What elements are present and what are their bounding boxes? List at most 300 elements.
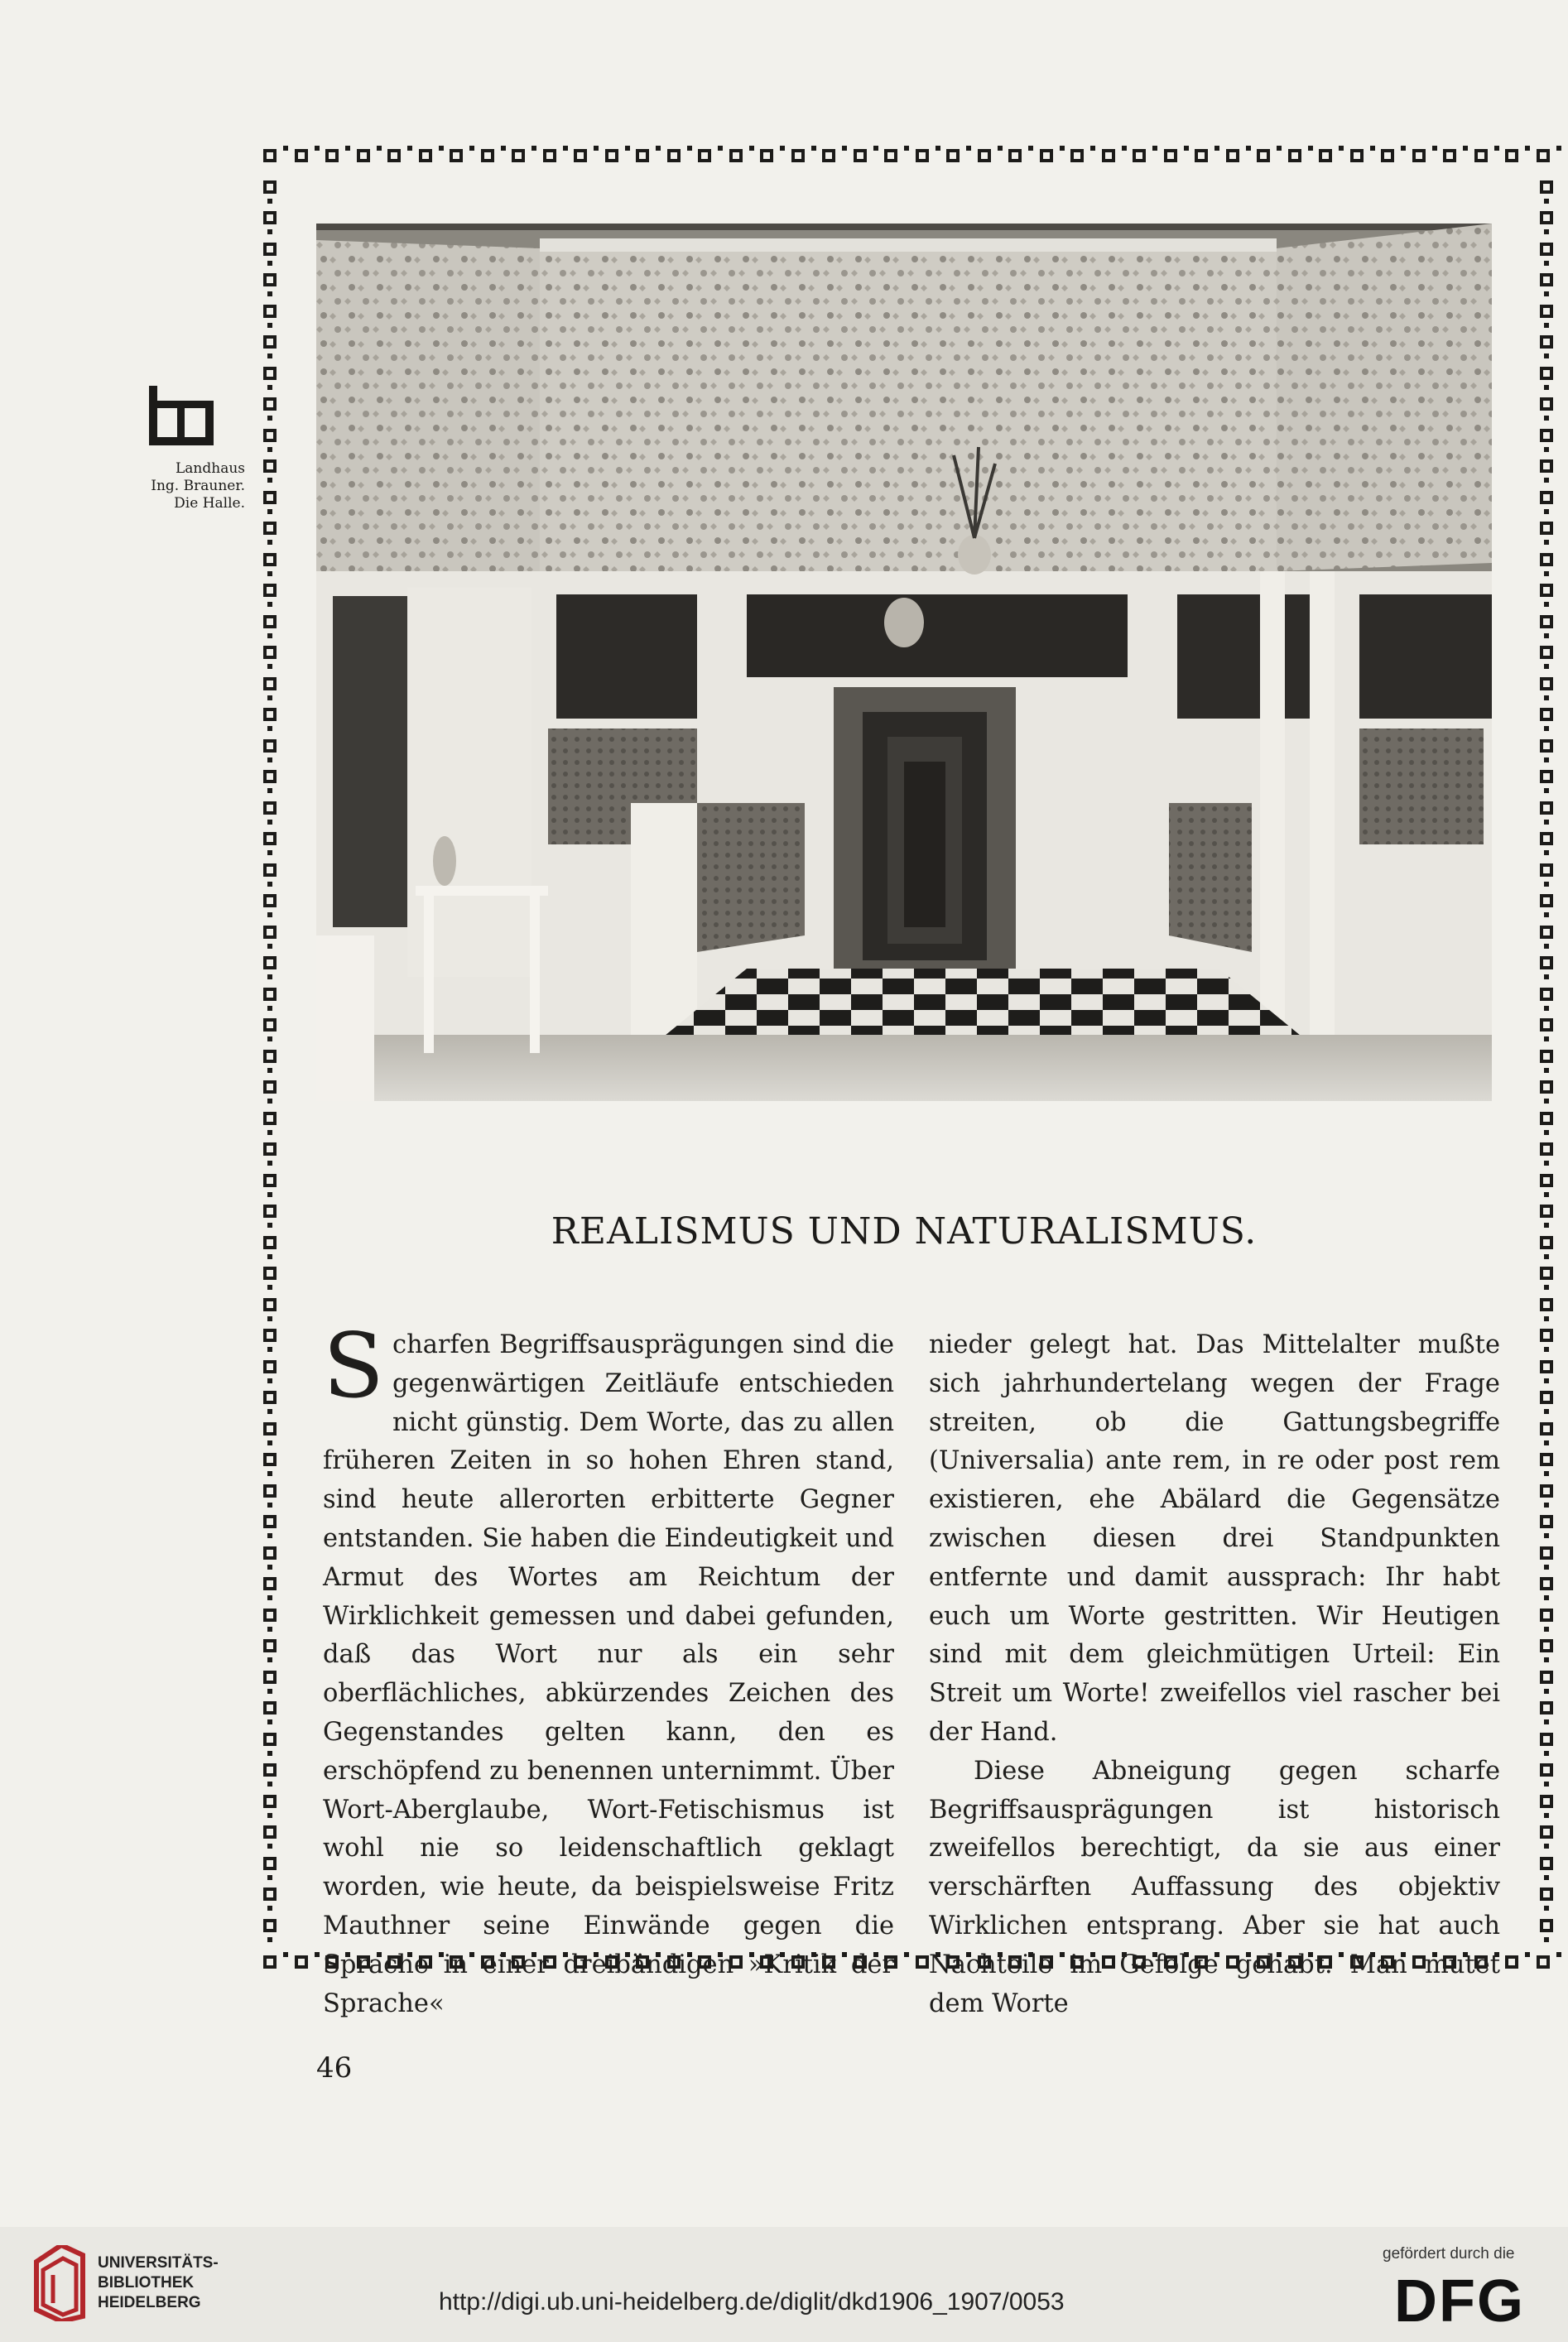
border-square	[263, 429, 277, 442]
border-square	[1257, 149, 1270, 162]
border-square	[1540, 335, 1553, 349]
border-dot	[1544, 1533, 1549, 1538]
library-logo-icon	[28, 2245, 86, 2321]
border-square	[263, 1671, 277, 1684]
border-square	[263, 491, 277, 504]
border-square	[263, 677, 277, 690]
border-dot	[267, 1378, 272, 1383]
border-dot	[780, 146, 785, 151]
border-square	[263, 1763, 277, 1777]
border-dot	[1544, 944, 1549, 949]
border-square	[1540, 1763, 1553, 1777]
border-square	[263, 770, 277, 783]
border-square	[1443, 149, 1456, 162]
border-dot	[267, 1471, 272, 1476]
border-square	[1540, 1546, 1553, 1560]
border-dot	[1544, 912, 1549, 917]
border-square	[1540, 1919, 1553, 1932]
border-square	[1540, 1298, 1553, 1311]
page-number: 46	[316, 2051, 353, 2085]
border-square	[978, 149, 991, 162]
border-dot	[1544, 1813, 1549, 1818]
border-dot	[267, 447, 272, 452]
border-square	[263, 1919, 277, 1932]
border-square	[263, 1050, 277, 1063]
border-square	[822, 149, 835, 162]
border-dot	[267, 1440, 272, 1445]
border-dot	[1060, 146, 1065, 151]
border-square	[263, 1515, 277, 1528]
border-square	[263, 1453, 277, 1466]
border-dot	[1544, 664, 1549, 669]
border-dot	[267, 1503, 272, 1508]
border-square	[263, 1329, 277, 1342]
border-dot	[267, 385, 272, 390]
funded-by-label: gefördert durch die	[1383, 2245, 1515, 2263]
border-square	[263, 615, 277, 628]
border-square	[1537, 1955, 1550, 1969]
border-dot	[267, 1689, 272, 1694]
border-dot	[267, 1409, 272, 1414]
border-square	[854, 149, 867, 162]
border-dot	[1028, 146, 1033, 151]
border-dot	[267, 1657, 272, 1662]
border-square	[1540, 708, 1553, 721]
border-dot	[267, 1192, 272, 1197]
border-square	[1540, 1825, 1553, 1839]
border-dot	[267, 571, 272, 576]
border-square	[1540, 522, 1553, 535]
border-dot	[1544, 1689, 1549, 1694]
article-title: REALISMUS UND NATURALISMUS.	[551, 1210, 1258, 1253]
border-dot	[998, 146, 1003, 151]
border-square	[574, 149, 587, 162]
border-square	[1537, 149, 1550, 162]
caption-line: Landhaus	[175, 460, 245, 477]
border-dot	[1544, 1937, 1549, 1942]
border-dot	[1401, 146, 1406, 151]
border-square	[263, 149, 277, 162]
border-square	[481, 149, 494, 162]
border-dot	[1544, 695, 1549, 700]
border-square	[1133, 149, 1146, 162]
border-square	[263, 863, 277, 877]
border-square	[263, 1484, 277, 1498]
border-square	[263, 1080, 277, 1094]
border-dot	[1544, 540, 1549, 545]
border-square	[263, 801, 277, 815]
border-dot	[656, 146, 661, 151]
border-dot	[439, 146, 444, 151]
border-square	[263, 926, 277, 939]
border-dot	[267, 912, 272, 917]
border-square	[1288, 149, 1301, 162]
border-dot	[1370, 146, 1375, 151]
border-square	[263, 646, 277, 659]
border-square	[325, 149, 339, 162]
border-dot	[267, 850, 272, 855]
border-dot	[469, 146, 474, 151]
border-dot	[1544, 850, 1549, 855]
body-paragraph: nieder gelegt hat. Das Mittelalter mußte sich jahrhundertelang wegen der Frage streiten, ob die Gattungsbegriffe (Universalia) ante rem, in re oder post rem existieren, ehe Abälard die Gegensätze zwischen diesen drei Standpunkten entfernte und damit aussprach: Ihr habt euch um Worte gestritten. Wir Heutigen sind mit dem gleichmütigen Urteil: Ein Streit um Worte! zweifellos viel rascher bei der Hand.	[929, 1330, 1500, 1747]
border-dot	[1544, 1099, 1549, 1104]
border-square	[1540, 1515, 1553, 1528]
border-dot	[267, 695, 272, 700]
border-dot	[267, 1254, 272, 1259]
border-square	[1540, 305, 1553, 318]
border-square	[1540, 429, 1553, 442]
border-square	[263, 1205, 277, 1218]
border-dot	[625, 146, 630, 151]
border-square	[916, 149, 929, 162]
border-square	[1540, 863, 1553, 877]
border-square	[1540, 584, 1553, 597]
border-dot	[1544, 353, 1549, 358]
border-square	[1540, 770, 1553, 783]
border-square	[1540, 1142, 1553, 1156]
border-dot	[267, 1565, 272, 1570]
border-dot	[1544, 385, 1549, 390]
border-square	[263, 1733, 277, 1746]
border-square	[263, 459, 277, 473]
library-name-line: UNIVERSITÄTS-	[98, 2254, 219, 2272]
caption-line: Ing. Brauner.	[151, 478, 245, 494]
border-square	[1540, 1080, 1553, 1094]
border-dot	[267, 1937, 272, 1942]
border-dot	[1525, 1952, 1530, 1957]
border-dot	[1544, 1285, 1549, 1290]
border-square	[263, 832, 277, 845]
border-dot	[267, 509, 272, 514]
border-square	[263, 1018, 277, 1032]
border-dot	[1544, 229, 1549, 234]
border-dot	[267, 1844, 272, 1849]
border-dot	[267, 1533, 272, 1538]
border-dot	[1544, 571, 1549, 576]
border-square	[357, 149, 370, 162]
border-square	[1540, 1174, 1553, 1187]
border-dot	[267, 1595, 272, 1600]
border-dot	[718, 146, 723, 151]
library-name-line: HEIDELBERG	[98, 2294, 201, 2311]
border-square	[1540, 1888, 1553, 1901]
border-square	[1540, 1577, 1553, 1590]
border-dot	[1544, 291, 1549, 296]
border-dot	[1544, 788, 1549, 793]
border-dot	[267, 1813, 272, 1818]
border-square	[1164, 149, 1177, 162]
border-square	[512, 149, 525, 162]
border-dot	[966, 146, 971, 151]
border-square	[1505, 1955, 1518, 1969]
border-dot	[1544, 726, 1549, 731]
border-dot	[267, 974, 272, 979]
dfg-logo: DFG	[1394, 2268, 1525, 2335]
border-square	[1540, 1360, 1553, 1373]
border-square	[1540, 801, 1553, 815]
border-square	[791, 149, 805, 162]
border-dot	[1544, 447, 1549, 452]
border-dot	[267, 633, 272, 638]
digitization-footer	[0, 2227, 1568, 2342]
border-dot	[1544, 1036, 1549, 1041]
border-square	[295, 149, 308, 162]
border-square	[263, 1639, 277, 1652]
border-square	[263, 243, 277, 256]
border-dot	[1544, 1751, 1549, 1756]
border-square	[1540, 1701, 1553, 1714]
border-square	[946, 149, 960, 162]
border-dot	[267, 757, 272, 762]
border-square	[450, 149, 463, 162]
border-dot	[1544, 1068, 1549, 1073]
border-square	[263, 1236, 277, 1249]
border-dot	[1184, 146, 1189, 151]
border-square	[698, 149, 711, 162]
border-dot	[267, 602, 272, 607]
border-square	[263, 1391, 277, 1404]
border-dot	[1544, 1006, 1549, 1011]
border-dot	[407, 146, 412, 151]
article-column-left	[323, 1315, 894, 2023]
border-dot	[1556, 1952, 1561, 1957]
border-dot	[1432, 146, 1437, 151]
border-dot	[1544, 478, 1549, 483]
border-square	[263, 1174, 277, 1187]
border-dot	[1544, 1254, 1549, 1259]
border-dot	[1544, 1719, 1549, 1724]
border-dot	[1544, 974, 1549, 979]
border-square	[1540, 243, 1553, 256]
border-square	[263, 1142, 277, 1156]
border-dot	[1544, 1565, 1549, 1570]
border-dot	[873, 146, 878, 151]
border-dot	[267, 1782, 272, 1787]
library-name-line: BIBLIOTHEK	[98, 2274, 195, 2292]
border-dot	[267, 1285, 272, 1290]
border-square	[263, 584, 277, 597]
caption-line: Die Halle.	[174, 495, 245, 512]
drop-cap: S	[323, 1315, 384, 1418]
border-dot	[1544, 820, 1549, 825]
border-square	[1540, 1236, 1553, 1249]
border-square	[1070, 149, 1084, 162]
border-square	[1540, 1733, 1553, 1746]
border-dot	[267, 664, 272, 669]
border-dot	[1544, 199, 1549, 204]
border-square	[1540, 367, 1553, 380]
border-square	[1540, 646, 1553, 659]
border-square	[263, 1609, 277, 1622]
border-dot	[1544, 416, 1549, 421]
border-dot	[267, 323, 272, 328]
border-dot	[842, 146, 847, 151]
border-dot	[267, 1347, 272, 1352]
border-square	[263, 1888, 277, 1901]
border-dot	[687, 146, 692, 151]
border-square	[1540, 1329, 1553, 1342]
border-square	[1505, 149, 1518, 162]
border-dot	[1494, 146, 1499, 151]
border-square	[263, 1298, 277, 1311]
border-dot	[267, 261, 272, 266]
border-square	[263, 1422, 277, 1435]
article-column-right	[929, 1326, 1500, 2023]
border-dot	[904, 146, 909, 151]
border-square	[1474, 149, 1488, 162]
border-square	[1350, 149, 1364, 162]
border-dot	[1544, 323, 1549, 328]
border-dot	[563, 146, 568, 151]
border-dot	[267, 1006, 272, 1011]
border-dot	[267, 1036, 272, 1041]
border-dot	[267, 1099, 272, 1104]
border-square	[263, 180, 277, 194]
border-dot	[1277, 146, 1282, 151]
source-url-link[interactable]: http://digi.ub.uni-heidelberg.de/diglit/dkd1906_1907/0053	[439, 2288, 1065, 2316]
border-dot	[1544, 1844, 1549, 1849]
border-dot	[315, 146, 320, 151]
border-dot	[1544, 757, 1549, 762]
border-square	[1540, 677, 1553, 690]
border-square	[1540, 1205, 1553, 1218]
border-dot	[267, 1751, 272, 1756]
border-square	[1540, 1422, 1553, 1435]
border-dot	[267, 199, 272, 204]
border-dot	[1544, 509, 1549, 514]
border-square	[1540, 926, 1553, 939]
border-square	[1540, 1671, 1553, 1684]
border-square	[760, 149, 773, 162]
border-square	[1540, 211, 1553, 224]
border-square	[263, 1577, 277, 1590]
border-square	[263, 211, 277, 224]
border-dot	[267, 1068, 272, 1073]
border-dot	[1214, 146, 1219, 151]
border-dot	[267, 726, 272, 731]
border-square	[1540, 1391, 1553, 1404]
interior-photograph	[316, 224, 1492, 1101]
border-dot	[904, 1952, 909, 1957]
border-square	[263, 1267, 277, 1280]
border-square	[605, 149, 618, 162]
border-dot	[1544, 1316, 1549, 1321]
border-square	[1540, 459, 1553, 473]
border-dot	[531, 146, 536, 151]
border-square	[1540, 397, 1553, 411]
border-dot	[1090, 146, 1095, 151]
border-dot	[1544, 1595, 1549, 1600]
border-dot	[1544, 1657, 1549, 1662]
border-square	[263, 1701, 277, 1714]
border-square	[1540, 1453, 1553, 1466]
border-dot	[1308, 146, 1313, 151]
border-square	[1540, 180, 1553, 194]
border-dot	[1246, 146, 1251, 151]
border-dot	[283, 1952, 288, 1957]
border-dot	[1525, 146, 1530, 151]
border-dot	[1152, 146, 1157, 151]
border-dot	[315, 1952, 320, 1957]
border-dot	[936, 146, 940, 151]
border-dot	[1544, 1471, 1549, 1476]
border-dot	[1339, 146, 1344, 151]
border-dot	[267, 882, 272, 887]
border-square	[263, 1825, 277, 1839]
border-dot	[267, 291, 272, 296]
border-square	[1540, 1018, 1553, 1032]
body-text: charfen Begriffsausprägungen sind die gegenwärtigen Zeitläufe entschieden nicht günstig. Dem Worte, das zu allen früheren Zeiten in so hohen Ehren stand, sind heute allerorten erbitterte Gegner entstanden. Sie haben die Eindeutigkeit und Armut des Wortes am Reichtum der Wirklichkeit gemessen und dabei gefunden, daß das Wort nur als ein sehr oberflächliches, abkürzendes Zeichen des Gegenstandes gelten kann, den es erschöpfend zu benennen unternimmt. Über Wort-Aberglaube, Wort-Fetischismus ist wohl nie so leidenschaftlich geklagt worden, wie heute, da beispielsweise Fritz Mauthner seine Einwände gegen die Sprache in einer dreibändigen »Kritik der Sprache«	[323, 1330, 894, 2018]
border-square	[1540, 1484, 1553, 1498]
border-dot	[267, 944, 272, 949]
border-square	[263, 894, 277, 907]
border-square	[1540, 832, 1553, 845]
border-dot	[267, 1316, 272, 1321]
border-square	[884, 149, 897, 162]
border-dot	[267, 540, 272, 545]
border-square	[1540, 956, 1553, 969]
border-square	[1540, 1609, 1553, 1622]
border-square	[1540, 988, 1553, 1001]
border-dot	[1544, 1192, 1549, 1197]
border-square	[1540, 1112, 1553, 1125]
border-square	[1008, 149, 1022, 162]
border-dot	[1544, 1161, 1549, 1166]
border-square	[1540, 1267, 1553, 1280]
border-square	[1540, 615, 1553, 628]
border-square	[1540, 1639, 1553, 1652]
border-dot	[267, 1161, 272, 1166]
border-square	[263, 1955, 277, 1969]
body-paragraph: Diese Abneigung gegen scharfe Begriffsausprägungen ist historisch zweifellos berechtigt, da sie aus einer verschärften Auffassung des objektiv Wirklichen entsprang. Aber sie hat auch Nachteile im Gefolge gehabt. Man mutet dem Worte	[929, 1756, 1500, 2018]
border-dot	[1544, 1378, 1549, 1383]
border-square	[263, 553, 277, 566]
architect-monogram-icon	[149, 386, 214, 445]
border-square	[1540, 1050, 1553, 1063]
border-square	[1226, 149, 1239, 162]
border-square	[636, 149, 649, 162]
border-dot	[267, 1906, 272, 1911]
border-dot	[377, 146, 382, 151]
border-dot	[501, 146, 506, 151]
border-dot	[267, 1627, 272, 1632]
border-dot	[1463, 146, 1468, 151]
border-square	[263, 1795, 277, 1808]
border-dot	[749, 146, 754, 151]
border-dot	[267, 788, 272, 793]
border-dot	[1544, 1906, 1549, 1911]
border-square	[419, 149, 432, 162]
border-square	[916, 1955, 929, 1969]
border-square	[263, 1360, 277, 1373]
border-square	[387, 149, 401, 162]
border-square	[263, 956, 277, 969]
border-dot	[811, 146, 816, 151]
border-square	[1540, 894, 1553, 907]
border-square	[1195, 149, 1208, 162]
border-square	[1040, 149, 1053, 162]
border-square	[729, 149, 743, 162]
figure-caption	[124, 460, 245, 512]
border-square	[1319, 149, 1332, 162]
border-dot	[267, 478, 272, 483]
border-square	[263, 1546, 277, 1560]
border-dot	[1544, 1782, 1549, 1787]
border-dot	[267, 1875, 272, 1880]
border-square	[1540, 553, 1553, 566]
border-square	[1540, 739, 1553, 753]
border-dot	[1544, 1409, 1549, 1414]
